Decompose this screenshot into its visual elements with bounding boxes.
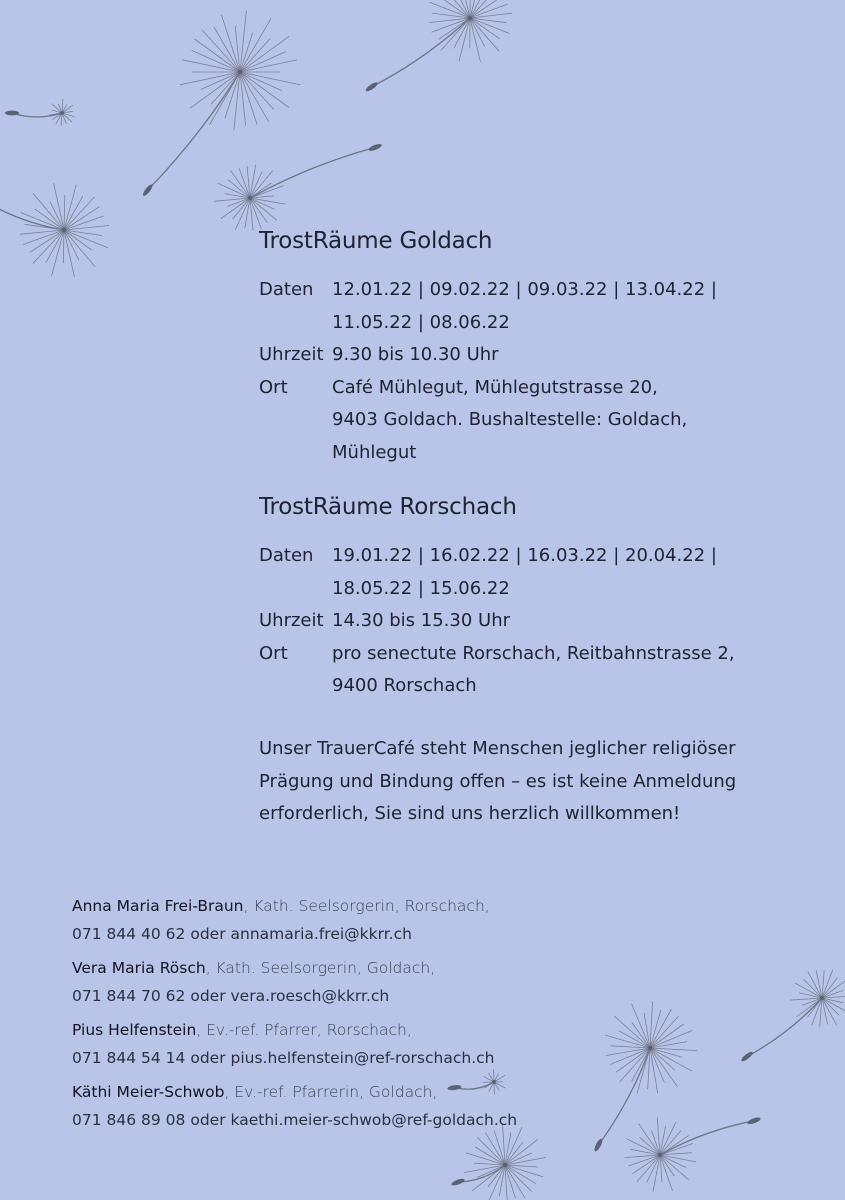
dandelion-seed [593, 1001, 697, 1152]
contact-connector: oder [185, 986, 231, 1005]
dandelion-seed [365, 0, 512, 93]
value-dates: 12.01.22 | 09.02.22 | 09.03.22 | 13.04.22 | 11.05.22 | 08.06.22 [332, 279, 717, 333]
contact-name: Vera Maria Rösch [72, 959, 206, 977]
value-time: 14.30 bis 15.30 Uhr [332, 610, 511, 631]
label-time: Uhrzeit [259, 344, 324, 365]
contact-item [72, 955, 592, 1010]
row-time [259, 339, 752, 372]
contact-role: , Ev.-ref. Pfarrer, Rorschach, [196, 1021, 412, 1039]
dandelion-seed [214, 143, 382, 231]
label-time: Uhrzeit [259, 610, 324, 631]
contact-email[interactable]: kaethi.meier-schwob@ref-goldach.ch [230, 1110, 518, 1129]
dandelion-seed [624, 1116, 761, 1191]
info-table-rorschach [259, 540, 752, 703]
contact-phone: 071 844 40 62 [72, 924, 186, 943]
contact-name: Käthi Meier-Schwob [72, 1083, 225, 1101]
contact-phone: 071 844 70 62 [72, 986, 186, 1005]
contact-role: , Ev.-ref. Pfarrerin, Goldach, [224, 1083, 438, 1101]
closing-paragraph: Unser TrauerCafé steht Menschen jeglicher religiöser Prägung und Bindung offen – es ist keine Anmeldung erforderlich, Sie sind uns herzlich willkommen! [259, 738, 737, 824]
row-time [259, 605, 752, 638]
contact-email[interactable]: annamaria.frei@kkrr.ch [230, 924, 412, 943]
section-title-goldach: TrostRäume Goldach [259, 228, 493, 254]
contact-name: Anna Maria Frei-Braun [72, 897, 244, 915]
contact-list [72, 893, 592, 1141]
contact-email[interactable]: pius.helfenstein@ref-rorschach.ch [230, 1048, 495, 1067]
section-title-rorschach: TrostRäume Rorschach [259, 494, 517, 520]
row-location [259, 638, 752, 703]
contact-item [72, 893, 592, 948]
contact-email[interactable]: vera.roesch@kkrr.ch [230, 986, 390, 1005]
label-dates: Daten [259, 545, 314, 566]
row-dates [259, 274, 752, 339]
contact-phone: 071 844 54 14 [72, 1048, 186, 1067]
contact-phone: 071 846 89 08 [72, 1110, 186, 1129]
dandelion-seed [0, 183, 109, 277]
contact-connector: oder [185, 1110, 231, 1129]
contact-connector: oder [185, 1048, 231, 1067]
info-table-goldach [259, 274, 752, 469]
dandelion-seed [141, 11, 300, 197]
contact-role: , Kath. Seelsorgerin, Rorschach, [243, 897, 490, 915]
value-location: pro senectute Rorschach, Reitbahnstrasse 2, 9400 Rorschach [332, 642, 735, 696]
label-location: Ort [259, 376, 288, 398]
value-time: 9.30 bis 10.30 Uhr [332, 344, 499, 365]
value-location: Café Mühlegut, Mühlegutstrasse 20, 9403 Goldach. Bushaltestelle: Goldach, Mühlegut [332, 376, 688, 463]
row-location [259, 372, 752, 470]
row-dates [259, 540, 752, 605]
label-location: Ort [259, 642, 288, 664]
contact-item [72, 1017, 592, 1072]
contact-connector: oder [185, 924, 231, 943]
label-dates: Daten [259, 279, 314, 300]
contact-item [72, 1079, 592, 1134]
value-dates: 19.01.22 | 16.02.22 | 16.03.22 | 20.04.22 | 18.05.22 | 15.06.22 [332, 545, 717, 599]
contact-role: , Kath. Seelsorgerin, Goldach, [205, 959, 436, 977]
dandelion-seed [740, 970, 845, 1063]
dandelion-seed [5, 99, 75, 126]
contact-name: Pius Helfenstein [72, 1021, 197, 1039]
